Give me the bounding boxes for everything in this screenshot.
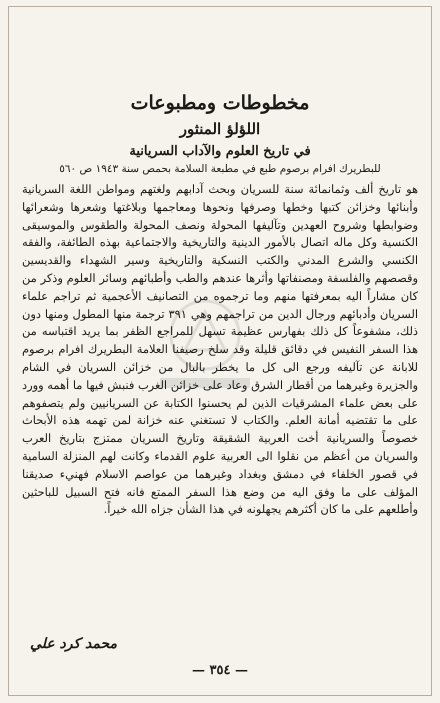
book-title: اللؤلؤ المنثور [179, 120, 261, 138]
publication-info: للبطريرك افرام برصوم طبع في مطبعة السلامة بحمص سنة ١٩٤٣ ص ٥٦٠ [59, 163, 381, 175]
article [22, 92, 418, 519]
page-number: — ٣٥٤ — [191, 663, 248, 678]
article-title: مخطوطات ومطبوعات [130, 92, 310, 114]
review-body: هو تاريخ ألف وثمانمائة سنة للسريان وبحث آدابهم ولغتهم ومواطن اللغة السريانية وأبنائها وخزائن كتبها وخطها وصرفها ونحوها ومعاجمها وبلاغتها وشعرها وشعرائها وضوابطها وشروح العهدين وتآليفها المحولة ونصف المحولة والطقوس والموسيقى الكنسية وكل ماله اتصال بالأمور الدينية والتاريخية والاجتماعية بهذه الطائفة، والفقه الكنسي والشرع المدني والكتب النسكية والتاريخية وسير الشهداء والقديسين وقصصهم والفلسفة ومصنفاتها وأثرها عندهم والطب وأطبائهم وسائر العلوم وذكر من كان مشاراً اليه بمعرفتها منهم وما ترجموه من التصانيف الأعجمية ثم تراجم علماء السريان وأدبائهم ورجال الدين من تراجمهم وهي ٣٩١ ترجمة منها المطول ومنها دون ذلك، مشفوعاً كل ذلك بفهارس عظيمة تسهل للمراجع الظفر بما يريد اقتباسه من هذا السفر النفيس في دقائق قليلة وقد سلخ رصيفنا العلامة البطريرك افرام برصوم للابانة عن تآليفه ورجع الى كل ما يخطر بالبال من خزائن السريان في الشام والجزيرة وغيرهما من أقطار الشرق وعاد على خزائن الغرب فنبش فيها ما أهمه وورد على بعض علماء المشرقيات الذين لم يحسنوا الكتابة عن السريانيين ولم يتصفوهم على ما تقتضيه أمانة العلم. والكتاب لا تستغني عنه خزانة لمن تهمه هذه الأبحاث خصوصاً والسريانية أخت العربية الشقيقة وتاريخ السريان ممتزج بتاريخ العرب والسريان من أعظم من نقلوا الى العربية علوم القدماء وكانت لهم المنزلة السامية في قصور الخلفاء في دمشق وبغداد وغيرهما من عواصم الاسلام فهنيء صديقنا المؤلف على ما وفق اليه من وضع هذا السفر الممتع فانه فتح السبيل للباحثين وأطلعهم على ما كان أكثرهم يجهلونه في هذا الشأن جزاه الله خيراً. [22, 182, 418, 517]
author-signature: محمد كرد علي [30, 636, 118, 652]
book-description: في تاريخ العلوم والآداب السريانية [129, 144, 311, 159]
